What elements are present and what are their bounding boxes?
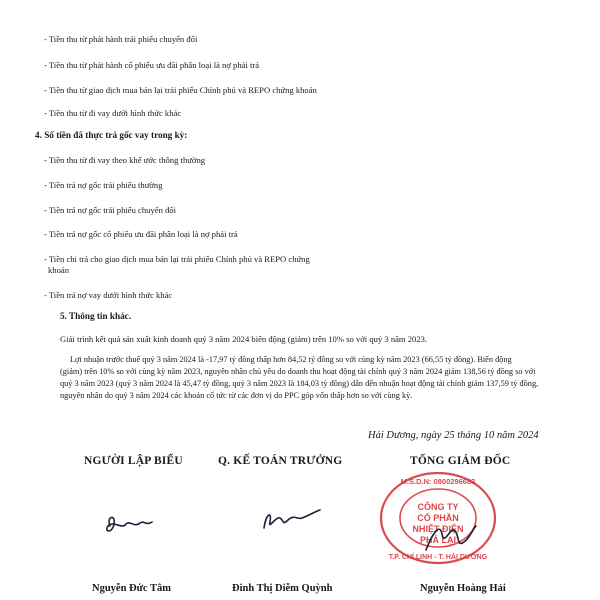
signature-1 [100,508,160,538]
svg-text:NHIỆT ĐIỆN: NHIỆT ĐIỆN [412,524,464,534]
signature-3 [420,520,480,560]
list-item: - Tiền trả nợ gốc trái phiếu chuyển đổi [44,205,176,215]
paragraph: Giải trình kết quả sản xuất kinh doanh quý 3 năm 2024 biến động (giảm) trên 10% so với quý 3 năm 2023. [60,334,428,344]
svg-text:CÔNG TY: CÔNG TY [417,502,459,512]
list-item: - Tiền thu từ đi vay theo khế ước thông thường [44,155,206,165]
signatory-title: NGƯỜI LẬP BIỂU [84,455,183,467]
paragraph-line: nguyên nhân do quý 3 năm 2024 các khoản cổ tức từ các đơn vị do PPC góp vốn thấp hơn so với cùng kỳ. [60,391,413,400]
svg-text:M.S.D.N: 0800296683: M.S.D.N: 0800296683 [400,477,476,486]
signatory-title: TỔNG GIÁM ĐỐC [410,455,511,467]
list-item: - Tiền chi trả cho giao dịch mua bán lại trái phiếu Chính phủ và REPO chứng [44,254,310,264]
paragraph-line: (giảm) trên 10% so với cùng kỳ năm 2023, nguyên nhân chủ yếu do doanh thu hoạt động tài chính quý 3 năm 2024 giảm 138,56 tỷ đồng so với [60,367,536,376]
list-item: - Tiền thu từ phát hành trái phiếu chuyển đổi [44,34,198,44]
section-heading: 4. Số tiền đã thực trả gốc vay trong kỳ: [35,130,188,140]
list-item: - Tiền thu từ phát hành cổ phiếu ưu đãi phân loại là nợ phải trả [44,60,260,70]
list-item: - Tiền trả nợ vay dưới hình thức khác [44,290,173,300]
signatory-name: Đinh Thị Diễm Quỳnh [232,583,333,594]
signatory-name: Nguyễn Hoàng Hải [420,583,506,594]
signatory-title: Q. KẾ TOÁN TRƯỞNG [218,455,343,467]
place-date: Hải Dương, ngày 25 tháng 10 năm 2024 [368,430,539,441]
svg-text:T.P. CHÍ LINH - T. HẢI DƯƠNG: T.P. CHÍ LINH - T. HẢI DƯƠNG [388,554,488,561]
list-item-continuation: khoán [48,265,70,275]
list-item: - Tiền trả nợ gốc trái phiếu thường [44,180,163,190]
paragraph-line: Lợi nhuận trước thuế quý 3 năm 2024 là -17,97 tỷ đồng thấp hơn 84,52 tỷ đồng so với cùng kỳ năm 2023 (66,55 tỷ đồng). Biến động [70,355,512,364]
section-heading: 5. Thông tin khác. [60,311,132,321]
list-item: - Tiền thu từ giao dịch mua bán lại trái phiếu Chính phủ và REPO chứng khoán [44,85,317,95]
signature-2 [256,504,326,534]
signatory-name: Nguyễn Đức Tâm [92,583,172,594]
svg-text:PHẢ LẠI: PHẢ LẠI [420,535,456,545]
list-item: - Tiền trả nợ gốc cổ phiếu ưu đãi phân loại là nợ phải trả [44,229,238,239]
svg-text:CỔ PHẦN: CỔ PHẦN [417,513,459,523]
paragraph-line: quý 3 năm 2023 (quý 3 năm 2024 là 45,47 tỷ đồng, quý 3 năm 2023 là 184,03 tỷ đồng) dẫn đến nhuận hoạt động tài chính giảm 137,59 tỷ đồng, [60,379,539,388]
list-item: - Tiền thu từ đi vay dưới hình thức khác [44,108,182,118]
